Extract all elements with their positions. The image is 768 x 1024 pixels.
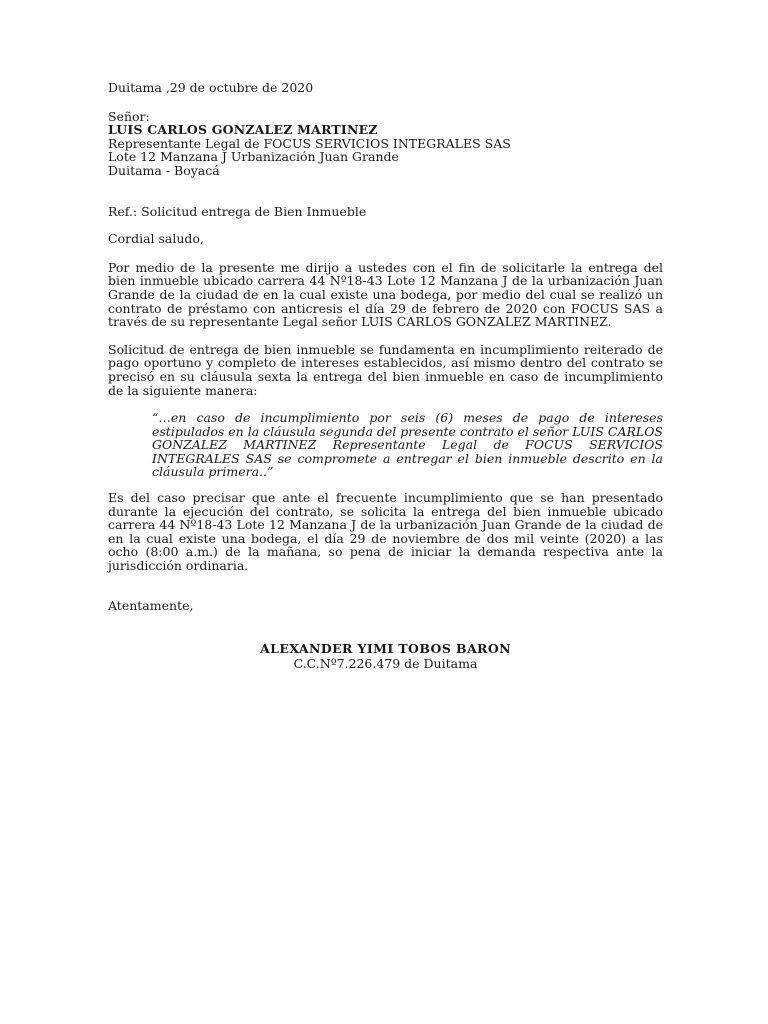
body-paragraph-3: Es del caso precisar que ante el frecuente incumplimiento que se han presentado durante la ejecución del contrato, se solicita la entrega del bien inmueble ubicado carrera 44 Nº18-43 Lote 12 Manzana J de la urbanización Juan Grande de la ciudad de en la cual existe una bodega, el día 29 de noviembre de dos mil veinte (2020) a las ocho (8:00 a.m.) de la mañana, so pena de iniciar la demanda respectiva ante la jurisdicción ordinaria.	[108, 490, 663, 574]
signer-id: C.C.Nº7.226.479 de Duitama	[293, 655, 478, 671]
closing-line: Atentamente,	[108, 597, 194, 613]
addressee-city: Duitama - Boyacá	[108, 162, 220, 178]
greeting: Cordial saludo,	[108, 231, 204, 247]
body-paragraph-2: Solicitud de entrega de bien inmueble se fundamenta en incumplimiento reiterado de pago oportuno y completo de intereses establecidos, así mismo dentro del contrato se precisó en su cláusula sexta la entrega del bien inmueble en caso de incumplimiento de la siguiente manera:	[108, 341, 663, 398]
quoted-clause: “…en caso de incumplimiento por seis (6) meses de pago de intereses estipulados en la cláusula segunda del presente contrato el señor LUIS CARLOS GONZALEZ MARTINEZ Representante Legal de FOCUS SERVICIOS INTEGRALES SAS se compromete a entregar el bien inmueble descrito en la cláusula primera..”	[152, 410, 663, 480]
date-line: Duitama ,29 de octubre de 2020	[108, 80, 314, 95]
addressee-name: LUIS CARLOS GONZALEZ MARTINEZ	[108, 122, 378, 138]
addressee-title: Representante Legal de FOCUS SERVICIOS INTEGRALES SAS	[108, 135, 511, 151]
addressee-address: Lote 12 Manzana J Urbanización Juan Grande	[108, 149, 399, 165]
signer-name: ALEXANDER YIMI TOBOS BARON	[260, 641, 511, 656]
signature-block	[108, 642, 663, 671]
letter-body	[108, 81, 663, 612]
body-paragraph-1: Por medio de la presente me dirijo a ustedes con el fin de solicitarle la entrega del bien inmueble ubicado carrera 44 Nº18-43 Lote 12 Manzana J de la urbanización Juan Grande de la ciudad de en la cual existe una bodega, por medio del cual se realizó un contrato de préstamo con anticresis el día 29 de febrero de 2020 con FOCUS SAS a través de su representante Legal señor LUIS CARLOS GONZALEZ MARTINEZ.	[108, 259, 663, 330]
addressee-salutation: Señor:	[108, 108, 150, 124]
addressee-block	[108, 110, 663, 178]
reference-line: Ref.: Solicitud entrega de Bien Inmueble	[108, 203, 367, 219]
